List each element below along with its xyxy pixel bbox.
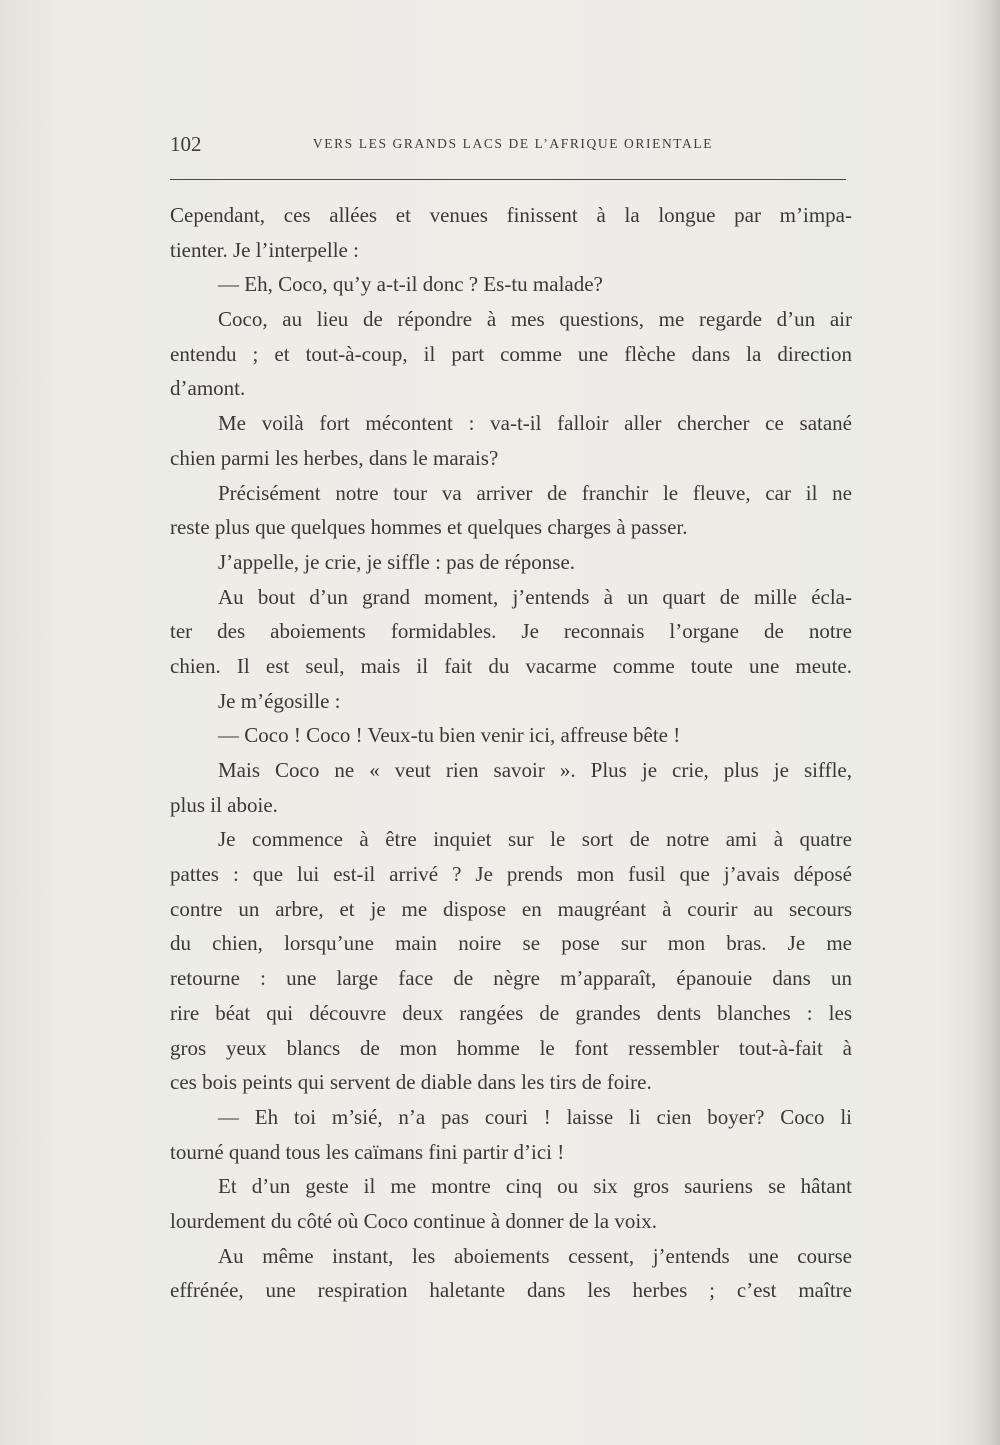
- text-line: — Eh toi m’sié, n’a pas couri ! laisse li cien boyer? Coco li: [218, 1104, 852, 1129]
- running-title: VERS LES GRANDS LACS DE L’AFRIQUE ORIENTALE: [312, 136, 714, 151]
- text-line: ter des aboiements formidables. Je reconnais l’organe de notre: [170, 619, 852, 644]
- text-line: lourdement du côté où Coco continue à donner de la voix.: [170, 1208, 657, 1233]
- text-line: effrénée, une respiration haletante dans les herbes ; c’est maître: [170, 1278, 852, 1303]
- page-number: 102: [170, 132, 202, 156]
- text-line: Précisément notre tour va arriver de franchir le fleuve, car il ne: [218, 480, 852, 505]
- page-header: [170, 132, 846, 162]
- text-line: — Eh, Coco, qu’y a-t-il donc ? Es-tu malade?: [218, 272, 603, 297]
- page-edge-shadow: [972, 0, 1000, 1445]
- text-line: chien. Il est seul, mais il fait du vacarme comme toute une meute.: [170, 653, 852, 678]
- text-line: rire béat qui découvre deux rangées de grandes dents blanches : les: [170, 1000, 852, 1025]
- text-line: Mais Coco ne « veut rien savoir ». Plus je crie, plus je siffle,: [218, 758, 852, 782]
- text-line: Je m’égosille :: [218, 688, 341, 713]
- text-line: Et d’un geste il me montre cinq ou six gros sauriens se hâtant: [218, 1174, 852, 1199]
- text-line: chien parmi les herbes, dans le marais?: [170, 445, 499, 470]
- text-line: d’amont.: [170, 376, 246, 401]
- text-line: pattes : que lui est-il arrivé ? Je prends mon fusil que j’avais déposé: [170, 862, 852, 887]
- text-line: retourne : une large face de nègre m’apparaît, épanouie dans un: [170, 966, 852, 991]
- text-line: Je commence à être inquiet sur le sort de notre ami à quatre: [218, 827, 852, 852]
- text-line: tienter. Je l’interpelle :: [170, 237, 359, 262]
- text-line: ces bois peints qui servent de diable dans les tirs de foire.: [170, 1070, 652, 1095]
- text-line: entendu ; et tout-à-coup, il part comme une flèche dans la direction: [170, 341, 852, 366]
- body-text: [170, 198, 852, 1308]
- text-line: Cependant, ces allées et venues finissent à la longue par m’impa-: [170, 203, 852, 227]
- text-line: — Coco ! Coco ! Veux-tu bien venir ici, affreuse bête !: [218, 723, 681, 748]
- header-rule: [170, 179, 846, 180]
- text-line: Me voilà fort mécontent : va-t-il falloir aller chercher ce satané: [218, 411, 852, 436]
- text-line: reste plus que quelques hommes et quelques charges à passer.: [170, 515, 688, 540]
- text-line: contre un arbre, et je me dispose en maugréant à courir au secours: [170, 896, 852, 921]
- text-line: tourné quand tous les caïmans fini partir d’ici !: [170, 1139, 565, 1164]
- text-line: Coco, au lieu de répondre à mes questions, me regarde d’un air: [218, 307, 852, 332]
- text-line: du chien, lorsqu’une main noire se pose sur mon bras. Je me: [170, 931, 852, 956]
- text-line: gros yeux blancs de mon homme le font ressembler tout-à-fait à: [170, 1035, 852, 1060]
- text-line: Au même instant, les aboiements cessent, j’entends une course: [218, 1243, 852, 1268]
- text-line: plus il aboie.: [170, 792, 278, 817]
- text-line: J’appelle, je crie, je siffle : pas de réponse.: [218, 549, 576, 574]
- text-line: Au bout d’un grand moment, j’entends à un quart de mille écla-: [218, 584, 852, 609]
